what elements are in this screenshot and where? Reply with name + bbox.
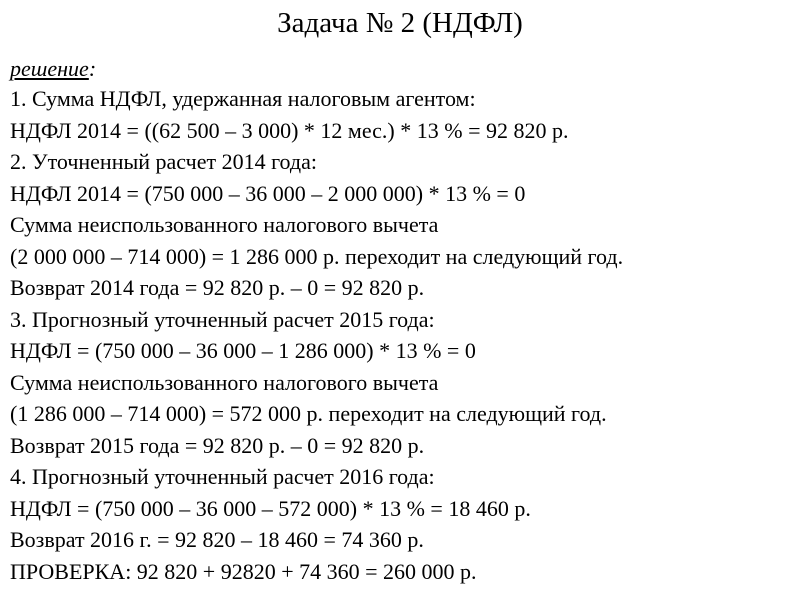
solution-line: НДФЛ = (750 000 – 36 000 – 1 286 000) * 13 % = 0 [10, 338, 476, 363]
solution-line: ПРОВЕРКА: 92 820 + 92820 + 74 360 = 260 000 р. [10, 558, 477, 584]
solution-line: 1. Сумма НДФЛ, удержанная налоговым агентом: [10, 86, 476, 111]
slide-title: Задача № 2 (НДФЛ) [277, 7, 523, 39]
solution-line: Возврат 2015 года = 92 820 р. – 0 = 92 820 р. [10, 432, 425, 458]
solution-line: Сумма неиспользованного налогового вычета [10, 369, 439, 395]
solution-line: НДФЛ 2014 = (750 000 – 36 000 – 2 000 000) * 13 % = 0 [10, 180, 526, 206]
solution-heading-word: решение [10, 56, 89, 81]
solution-line: 3. Прогнозный уточненный расчет 2015 года: [10, 306, 435, 332]
solution-line: 4. Прогнозный уточненный расчет 2016 года: [10, 464, 435, 489]
solution-heading [10, 54, 790, 83]
solution-heading-colon: : [88, 56, 97, 81]
solution-body [10, 54, 790, 587]
solution-line: Возврат 2014 года = 92 820 р. – 0 = 92 820 р. [10, 275, 425, 300]
solution-line: Сумма неиспользованного налогового вычета [10, 212, 439, 237]
solution-line: НДФЛ 2014 = ((62 500 – 3 000) * 12 мес.) * 13 % = 92 820 р. [10, 117, 569, 143]
solution-line: НДФЛ = (750 000 – 36 000 – 572 000) * 13 % = 18 460 р. [10, 495, 531, 521]
solution-line: (2 000 000 – 714 000) = 1 286 000 р. переходит на следующий год. [10, 243, 624, 269]
solution-line: (1 286 000 – 714 000) = 572 000 р. переходит на следующий год. [10, 401, 607, 426]
solution-line: 2. Уточненный расчет 2014 года: [10, 149, 317, 174]
solution-line: Возврат 2016 г. = 92 820 – 18 460 = 74 360 р. [10, 527, 424, 552]
